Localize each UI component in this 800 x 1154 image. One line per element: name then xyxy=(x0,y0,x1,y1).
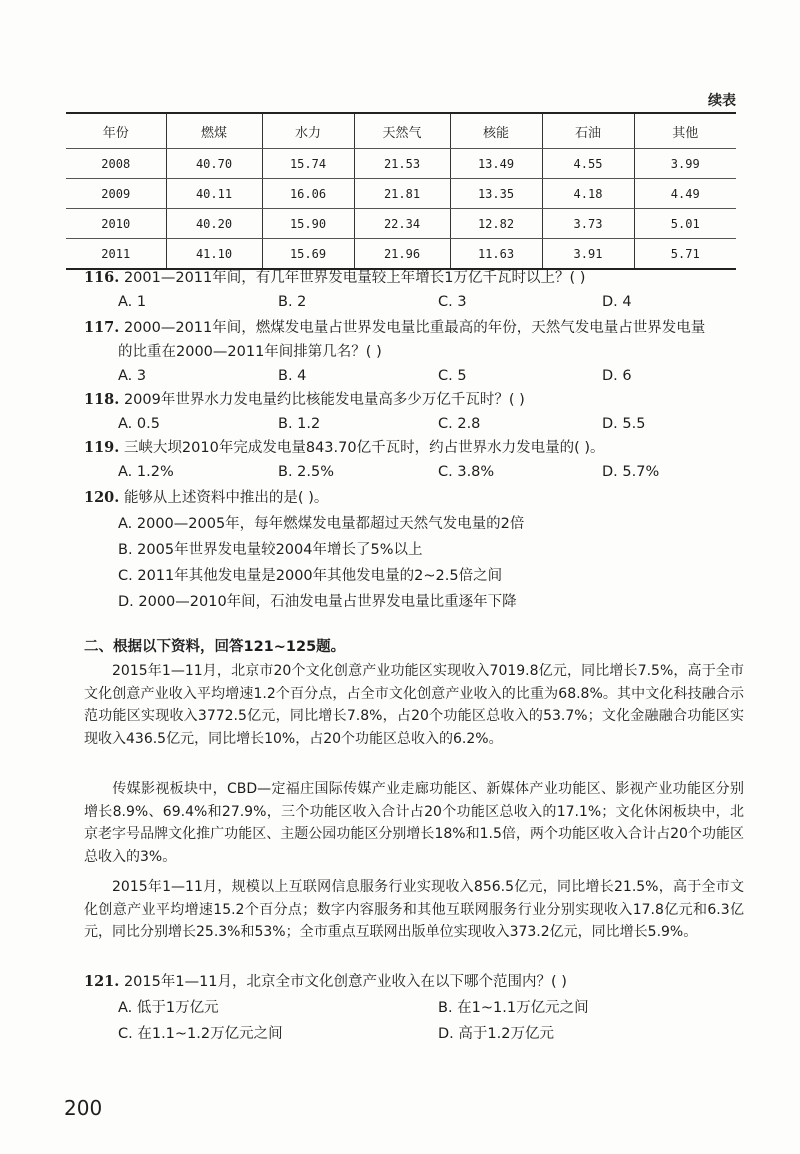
paragraph-text: 2015年1—11月，北京市20个文化创意产业功能区实现收入7019.8亿元，同比增长7.5%，高于全市文化创意产业收入平均增速1.2个百分点，占全市文化创意产业收入的比重为68.8%。其中文化科技融合示范功能区实现收入3772.5亿元，同比增长7.8%，占20个功能区总收入的53.7%；文化金融融合功能区实现收入436.5亿元，同比增长10%，占20个功能区总收入的6.2%。 xyxy=(84,663,744,747)
table-row xyxy=(66,209,736,239)
question-text: 三峡大坝2010年完成发电量843.70亿千瓦时，约占世界水力发电量的( )。 xyxy=(123,440,605,456)
question-text: 能够从上述资料中推出的是( )。 xyxy=(123,490,329,506)
table-header-row xyxy=(66,113,736,149)
table-cell: 3.91 xyxy=(542,239,634,270)
option-d: D. 4 xyxy=(602,294,632,310)
header-cell: 核能 xyxy=(450,113,542,149)
table-cell: 15.74 xyxy=(262,149,354,179)
option-a: A. 3 xyxy=(118,368,147,384)
option-c: C. 3 xyxy=(438,294,467,310)
question-text: 2015年1—11月，北京全市文化创意产业收入在以下哪个范围内？( ) xyxy=(123,974,567,990)
table-cell: 2009 xyxy=(66,179,166,209)
table-cell: 2011 xyxy=(66,239,166,270)
question-number: 120. xyxy=(84,489,120,506)
table-cell: 5.71 xyxy=(634,239,736,270)
table-cell: 40.70 xyxy=(166,149,262,179)
option-b: B. 2005年世界发电量较2004年增长了5%以上 xyxy=(118,542,423,558)
header-cell: 年份 xyxy=(66,113,166,149)
question-119 xyxy=(84,438,605,458)
table-cell: 11.63 xyxy=(450,239,542,270)
table-row xyxy=(66,149,736,179)
option-b: B. 2.5% xyxy=(278,464,335,480)
table-cell: 15.69 xyxy=(262,239,354,270)
table-cell: 2008 xyxy=(66,149,166,179)
table-row xyxy=(66,179,736,209)
question-121 xyxy=(84,972,567,992)
table-cell: 41.10 xyxy=(166,239,262,270)
question-number: 117. xyxy=(84,319,120,336)
table-cell: 12.82 xyxy=(450,209,542,239)
header-cell: 天然气 xyxy=(354,113,450,149)
paragraph-2 xyxy=(84,778,744,868)
paragraph-text: 2015年1—11月，规模以上互联网信息服务行业实现收入856.5亿元，同比增长21.5%，高于全市文化创意产业平均增速15.2个百分点；数字内容服务和其他互联网服务行业分别实现收入17.8亿元和6.3亿元，同比分别增长25.3%和53%；全市重点互联网出版单位实现收入373.2亿元，同比增长5.9%。 xyxy=(84,879,744,940)
question-text: 2009年世界水力发电量约比核能发电量高多少万亿千瓦时？( ) xyxy=(123,392,525,408)
question-text: 2000—2011年间，燃煤发电量占世界发电量比重最高的年份，天然气发电量占世界发电量 xyxy=(123,320,706,336)
table-cell: 4.18 xyxy=(542,179,634,209)
option-b: B. 4 xyxy=(278,368,307,384)
option-b: B. 2 xyxy=(278,294,307,310)
table-cell: 15.90 xyxy=(262,209,354,239)
question-117 xyxy=(84,318,705,338)
question-117-continued: 的比重在2000—2011年间排第几名？( ) xyxy=(118,344,382,360)
question-number: 121. xyxy=(84,973,120,990)
question-118 xyxy=(84,390,525,410)
option-d: D. 5.7% xyxy=(602,464,660,480)
option-c: C. 5 xyxy=(438,368,467,384)
question-text: 2001—2011年间，有几年世界发电量较上年增长1万亿千瓦时以上？( ) xyxy=(123,270,586,286)
question-number: 119. xyxy=(84,439,120,456)
option-a: A. 0.5 xyxy=(118,416,160,432)
table-cell: 3.73 xyxy=(542,209,634,239)
table-cell: 21.96 xyxy=(354,239,450,270)
option-c: C. 2011年其他发电量是2000年其他发电量的2~2.5倍之间 xyxy=(118,568,503,584)
table-cell: 5.01 xyxy=(634,209,736,239)
header-cell: 石油 xyxy=(542,113,634,149)
option-d: D. 2000—2010年间，石油发电量占世界发电量比重逐年下降 xyxy=(118,594,517,610)
header-cell: 燃煤 xyxy=(166,113,262,149)
option-b: B. 在1~1.1万亿元之间 xyxy=(438,1000,589,1016)
table-cell: 40.20 xyxy=(166,209,262,239)
table-cell: 3.99 xyxy=(634,149,736,179)
paragraph-1 xyxy=(84,660,744,750)
page-number: 200 xyxy=(64,1096,103,1120)
table-cell: 21.53 xyxy=(354,149,450,179)
option-c: C. 在1.1~1.2万亿元之间 xyxy=(118,1026,283,1042)
table-continued-tag: 续表 xyxy=(708,93,736,109)
question-120 xyxy=(84,488,328,508)
question-116 xyxy=(84,268,585,288)
option-d: D. 6 xyxy=(602,368,632,384)
table-cell: 13.35 xyxy=(450,179,542,209)
paragraph-text: 传媒影视板块中，CBD—定福庄国际传媒产业走廊功能区、新媒体产业功能区、影视产业功能区分别增长8.9%、69.4%和27.9%，三个功能区收入合计占20个功能区总收入的17.1%；文化休闲板块中，北京老字号品牌文化推广功能区、主题公园功能区分别增长18%和1.5倍，两个功能区收入合计占20个功能区总收入的3%。 xyxy=(84,781,744,865)
table-cell: 16.06 xyxy=(262,179,354,209)
option-a: A. 低于1万亿元 xyxy=(118,1000,219,1016)
table-cell: 4.55 xyxy=(542,149,634,179)
option-c: C. 2.8 xyxy=(438,416,481,432)
power-generation-table xyxy=(66,112,736,270)
section-title: 二、根据以下资料，回答121~125题。 xyxy=(84,639,346,655)
option-c: C. 3.8% xyxy=(438,464,495,480)
option-a: A. 2000—2005年，每年燃煤发电量都超过天然气发电量的2倍 xyxy=(118,516,525,532)
table-cell: 22.34 xyxy=(354,209,450,239)
table-row xyxy=(66,239,736,270)
table-cell: 21.81 xyxy=(354,179,450,209)
table-cell: 13.49 xyxy=(450,149,542,179)
paragraph-3 xyxy=(84,876,744,944)
option-d: D. 5.5 xyxy=(602,416,646,432)
option-a: A. 1.2% xyxy=(118,464,174,480)
table-cell: 2010 xyxy=(66,209,166,239)
question-number: 118. xyxy=(84,391,120,408)
question-number: 116. xyxy=(84,269,120,286)
table-cell: 4.49 xyxy=(634,179,736,209)
option-a: A. 1 xyxy=(118,294,147,310)
option-d: D. 高于1.2万亿元 xyxy=(438,1026,554,1042)
header-cell: 水力 xyxy=(262,113,354,149)
table-cell: 40.11 xyxy=(166,179,262,209)
header-cell: 其他 xyxy=(634,113,736,149)
option-b: B. 1.2 xyxy=(278,416,321,432)
